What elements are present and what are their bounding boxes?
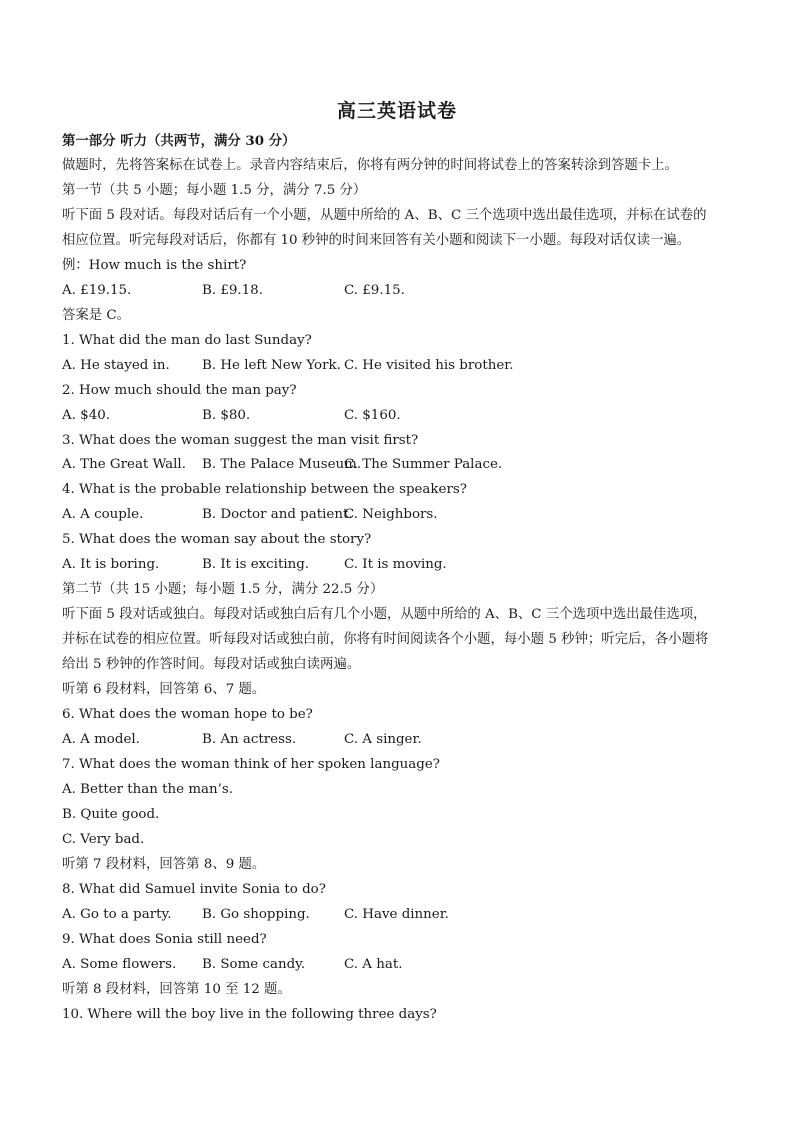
section1-instruction: 听下面 5 段对话。每段对话后有一个小题，从题中所给的 A、B、C 三个选项中选出最佳选项，并标在试卷的 (62, 208, 707, 223)
option-a: A. The Great Wall. (62, 457, 186, 472)
question-2: 2. How much should the man pay? (62, 383, 297, 398)
option-c: C. $160. (344, 408, 401, 423)
section2-heading: 第二节（共 15 小题；每小题 1.5 分，满分 22.5 分） (62, 582, 384, 597)
option-b: B. The Palace Museum. (202, 457, 362, 472)
question-5: 5. What does the woman say about the story? (62, 532, 372, 547)
material-6-heading: 听第 6 段材料，回答第 6、7 题。 (62, 682, 266, 697)
section1-heading: 第一节（共 5 小题；每小题 1.5 分，满分 7.5 分） (62, 183, 367, 198)
question-10: 10. Where will the boy live in the following three days? (62, 1007, 437, 1022)
section2-instruction: 听下面 5 段对话或独白。每段对话或独白后有几个小题，从题中所给的 A、B、C 三个选项中选出最佳选项， (62, 607, 707, 622)
option-a: A. £19.15. (62, 283, 132, 298)
option-a: A. It is boring. (62, 557, 160, 572)
option-b: B. $80. (202, 408, 251, 423)
question-7-option-a: A. Better than the man’s. (62, 782, 234, 797)
option-a: A. A model. (62, 732, 140, 747)
option-a: A. $40. (62, 408, 110, 423)
option-b: B. It is exciting. (202, 557, 310, 572)
part1-instruction: 做题时，先将答案标在试卷上。录音内容结束后，你将有两分钟的时间将试卷上的答案转涂到答题卡上。 (62, 158, 678, 173)
material-8-heading: 听第 8 段材料，回答第 10 至 12 题。 (62, 982, 291, 997)
option-a: A. Go to a party. (62, 907, 172, 922)
option-b: B. Doctor and patient. (202, 507, 353, 522)
material-7-heading: 听第 7 段材料，回答第 8、9 题。 (62, 857, 266, 872)
option-b: B. Some candy. (202, 957, 306, 972)
option-b: B. An actress. (202, 732, 297, 747)
section1-instruction: 相应位置。听完每段对话后，你都有 10 秒钟的时间来回答有关小题和阅读下一小题。每段对话仅读一遍。 (62, 233, 691, 248)
option-c: C. It is moving. (344, 557, 447, 572)
question-8: 8. What did Samuel invite Sonia to do? (62, 882, 326, 897)
question-1: 1. What did the man do last Sunday? (62, 333, 312, 348)
option-b: B. £9.18. (202, 283, 263, 298)
option-a: A. Some flowers. (62, 957, 177, 972)
example-answer: 答案是 C。 (62, 308, 131, 323)
question-9: 9. What does Sonia still need? (62, 932, 267, 947)
option-c: C. Have dinner. (344, 907, 449, 922)
part1-heading: 第一部分 听力（共两节，满分 30 分） (62, 133, 296, 149)
question-6: 6. What does the woman hope to be? (62, 707, 313, 722)
example-question: 例：How much is the shirt? (62, 258, 247, 273)
option-c: C. He visited his brother. (344, 358, 514, 373)
option-b: B. Go shopping. (202, 907, 310, 922)
question-7: 7. What does the woman think of her spoken language? (62, 757, 440, 772)
question-4: 4. What is the probable relationship between the speakers? (62, 482, 467, 497)
section2-instruction: 并标在试卷的相应位置。听每段对话或独白前，你将有时间阅读各个小题，每小题 5 秒钟；听完后，各小题将 (62, 632, 709, 647)
option-c: C. £9.15. (344, 283, 405, 298)
question-7-option-c: C. Very bad. (62, 832, 145, 847)
option-c: C. A singer. (344, 732, 422, 747)
option-a: A. He stayed in. (62, 358, 170, 373)
question-7-option-b: B. Quite good. (62, 807, 160, 822)
option-b: B. He left New York. (202, 358, 341, 373)
option-c: C. The Summer Palace. (344, 457, 503, 472)
option-a: A. A couple. (62, 507, 144, 522)
option-c: C. Neighbors. (344, 507, 438, 522)
section2-instruction: 给出 5 秒钟的作答时间。每段对话或独白读两遍。 (62, 657, 361, 672)
exam-title: 高三英语试卷 (336, 100, 457, 122)
question-3: 3. What does the woman suggest the man visit first? (62, 433, 419, 448)
option-c: C. A hat. (344, 957, 403, 972)
